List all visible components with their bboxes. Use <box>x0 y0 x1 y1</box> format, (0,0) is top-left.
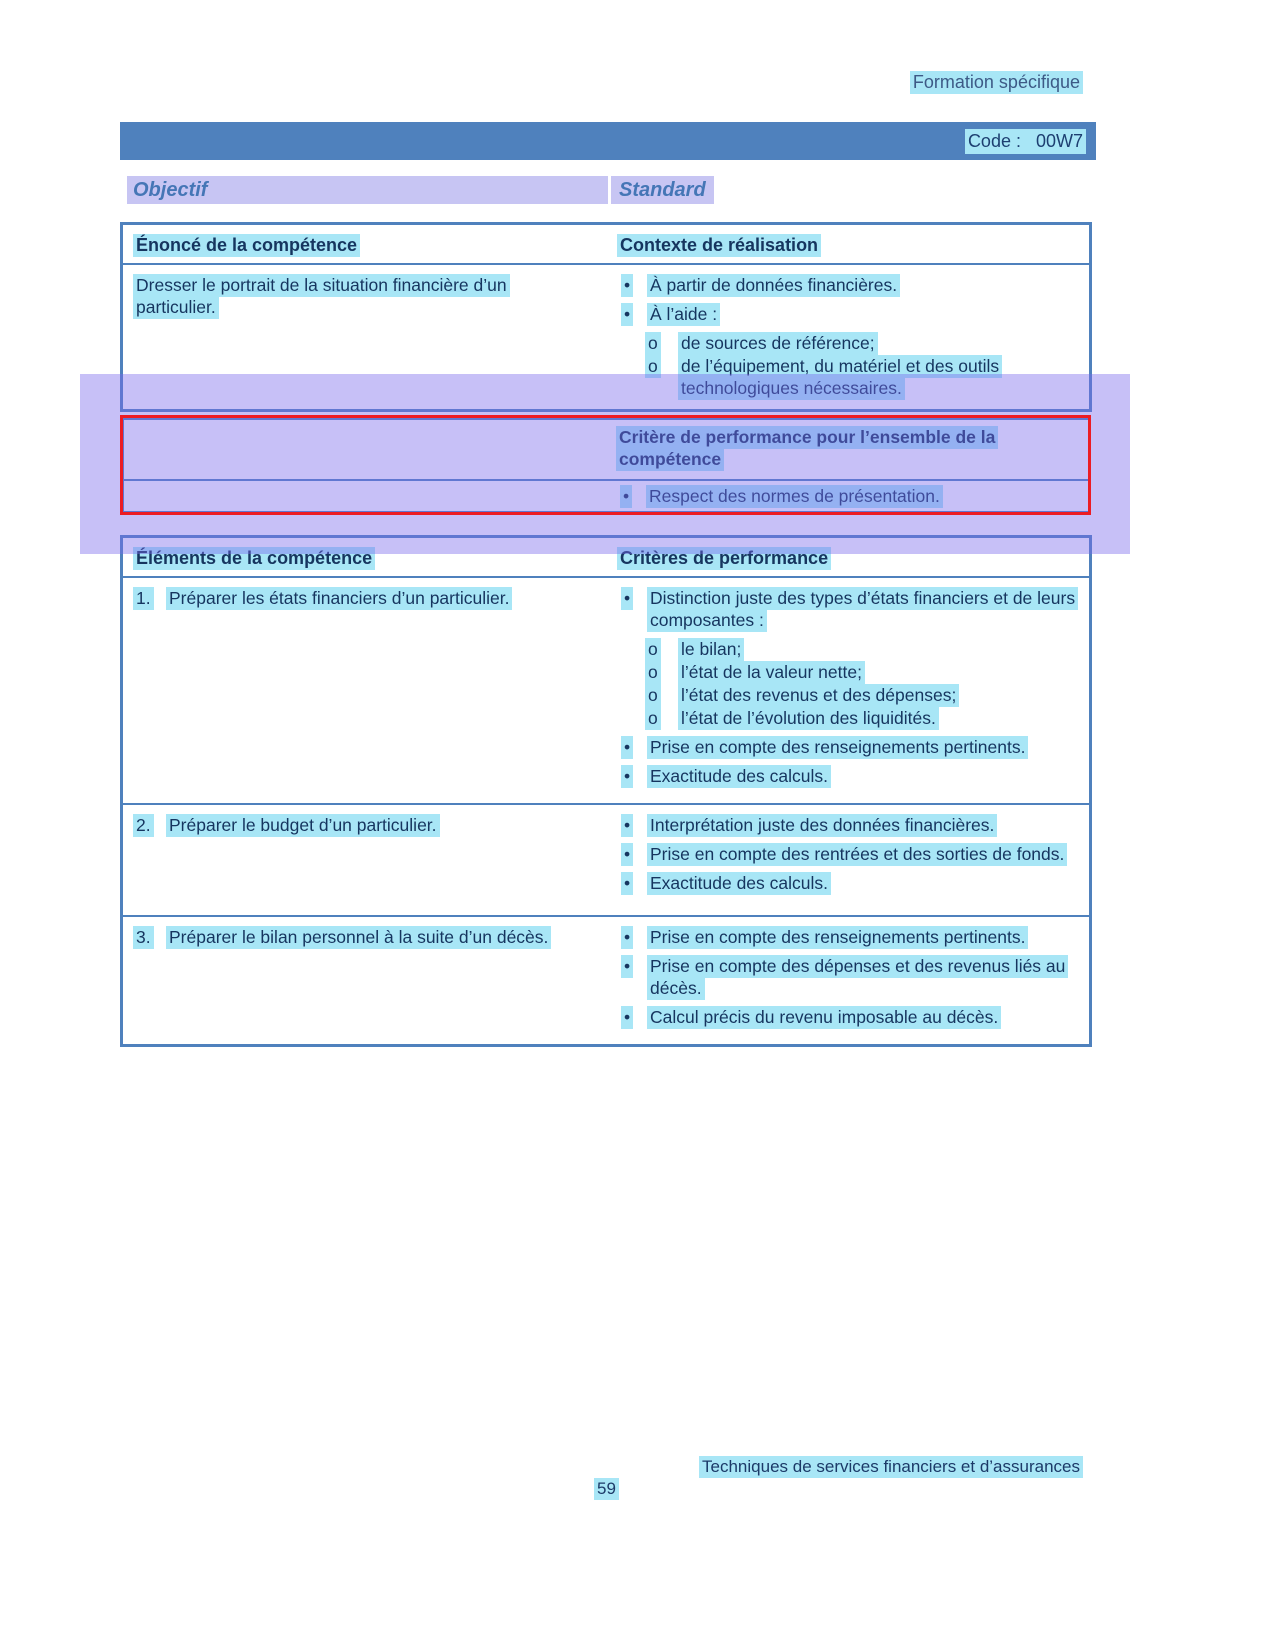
criteria-sub-text-wrap <box>678 707 939 729</box>
bullet-icon: • <box>621 274 647 296</box>
element-entry <box>133 814 597 836</box>
sub-bullet-icon: o <box>645 332 678 354</box>
element-number: 3. <box>133 926 166 948</box>
criteria-sub-text: l’état des revenus et des dépenses; <box>678 684 959 707</box>
code-label: Code : 00W7 <box>965 129 1086 154</box>
criteria-item-text-wrap <box>647 587 1079 631</box>
statement-cell <box>123 265 607 409</box>
enonce-table <box>120 222 1092 412</box>
performance-title-row <box>124 420 1088 481</box>
criteria-item-text: Distinction juste des types d’états financiers et de leurs composantes : <box>647 587 1078 632</box>
criteria-item-text: Exactitude des calculs. <box>647 872 831 895</box>
sub-bullet-icon: o <box>645 684 678 706</box>
criteria-item-text: Prise en compte des renseignements pertinents. <box>647 736 1028 759</box>
performance-title-text: Critère de performance pour l’ensemble de la compétence <box>616 426 998 471</box>
footer-program-text: Techniques de services financiers et d’assurances <box>699 1456 1083 1478</box>
performance-title-cell <box>606 420 1088 479</box>
criteria-sub-text-wrap <box>678 684 959 706</box>
standard-heading <box>611 176 714 204</box>
bullet-icon: • <box>621 955 647 977</box>
bullet-icon: • <box>621 765 647 787</box>
document-type-label <box>910 71 1083 93</box>
header-elements-text: Éléments de la compétence <box>133 547 375 570</box>
criteria-item-text: Interprétation juste des données financières. <box>647 814 997 837</box>
sub-bullet-icon: o <box>645 355 678 377</box>
performance-item <box>620 485 1078 507</box>
criteria-item-text-wrap <box>647 814 997 836</box>
element-row-3 <box>123 917 1089 1044</box>
criteria-item <box>621 765 1079 787</box>
sub-bullet-icon: o <box>645 638 678 660</box>
criteria-item <box>621 736 1079 758</box>
criteria-item-text: Calcul précis du revenu imposable au décès. <box>647 1006 1001 1029</box>
criteria-item <box>621 872 1079 894</box>
element-text: Préparer le budget d’un particulier. <box>166 814 440 836</box>
context-sub-item <box>645 355 1079 399</box>
context-item <box>621 303 1079 325</box>
criteria-sub-text: l’état de la valeur nette; <box>678 661 865 684</box>
empty-cell <box>124 420 606 479</box>
header-cell-criteres <box>607 538 1089 576</box>
criteria-sub-text: l’état de l’évolution des liquidités. <box>678 707 939 730</box>
criteria-item-text: Prise en compte des dépenses et des revenus liés au décès. <box>647 955 1068 1000</box>
objectif-label: Objectif <box>133 179 208 201</box>
performance-item-text: Respect des normes de présentation. <box>646 485 943 508</box>
code-bar <box>120 122 1096 160</box>
element-row-1 <box>123 578 1089 805</box>
bullet-icon: • <box>620 485 646 507</box>
criteria-item-text-wrap <box>647 843 1067 865</box>
criteria-item-text-wrap <box>647 872 831 894</box>
context-item <box>621 274 1079 296</box>
element-cell <box>123 805 607 915</box>
criteria-item <box>621 587 1079 631</box>
statement-wrap <box>133 274 565 318</box>
performance-bullet-row <box>124 481 1088 511</box>
criteria-item-text-wrap <box>647 926 1028 948</box>
context-sub-item <box>645 332 1079 354</box>
criteria-item <box>621 843 1079 865</box>
performance-item-text-wrap <box>646 485 943 507</box>
criteria-item-text: Prise en compte des renseignements pertinents. <box>647 926 1028 949</box>
criteria-sub-item <box>645 707 1079 729</box>
element-text: Préparer les états financiers d’un particulier. <box>166 587 512 609</box>
criteria-cell <box>607 578 1089 803</box>
sub-bullet-icon: o <box>645 707 678 729</box>
enonce-content-row <box>123 265 1089 409</box>
criteria-item <box>621 814 1079 836</box>
sub-bullet-icon: o <box>645 661 678 683</box>
header-cell-contexte <box>607 225 1089 263</box>
context-item-text: À partir de données financières. <box>647 274 900 297</box>
criteria-cell <box>607 917 1089 1044</box>
header-contexte-text: Contexte de réalisation <box>617 234 821 257</box>
objectif-heading <box>127 176 608 204</box>
element-entry <box>133 587 597 609</box>
empty-cell <box>124 481 606 511</box>
bullet-icon: • <box>621 814 647 836</box>
criteria-item-text-wrap <box>647 765 831 787</box>
header-criteres-text: Critères de performance <box>617 547 831 570</box>
bullet-icon: • <box>621 843 647 865</box>
context-item-text-wrap <box>647 303 720 325</box>
element-cell <box>123 578 607 803</box>
bullet-icon: • <box>621 926 647 948</box>
page-number: 59 <box>594 1478 619 1500</box>
criteria-sub-text: le bilan; <box>678 638 744 661</box>
bullet-icon: • <box>621 736 647 758</box>
elements-table <box>120 535 1092 1047</box>
document-type-text: Formation spécifique <box>910 71 1083 94</box>
bullet-icon: • <box>621 1006 647 1028</box>
header-enonce-text: Énoncé de la compétence <box>133 234 360 257</box>
criteria-sub-item <box>645 661 1079 683</box>
context-cell <box>607 265 1089 409</box>
performance-table <box>122 418 1090 513</box>
bullet-icon: • <box>621 587 647 609</box>
element-number: 2. <box>133 814 166 836</box>
context-sub-text: de sources de référence; <box>678 332 878 355</box>
performance-title-wrap <box>616 426 1008 470</box>
element-cell <box>123 917 607 1044</box>
header-cell-enonce <box>123 225 607 263</box>
criteria-sub-text-wrap <box>678 661 865 683</box>
element-row-2 <box>123 805 1089 917</box>
bullet-icon: • <box>621 872 647 894</box>
criteria-sub-text-wrap <box>678 638 744 660</box>
element-text: Préparer le bilan personnel à la suite d’un décès. <box>166 926 551 948</box>
bullet-icon: • <box>621 303 647 325</box>
context-item-text-wrap <box>647 274 900 296</box>
enonce-table-header-row <box>123 225 1089 265</box>
context-sub-text: de l’équipement, du matériel et des outils technologiques nécessaires. <box>678 355 1002 400</box>
criteria-item-text: Exactitude des calculs. <box>647 765 831 788</box>
header-cell-elements <box>123 538 607 576</box>
context-sub-text-wrap <box>678 332 878 354</box>
element-entry <box>133 926 597 948</box>
elements-table-header-row <box>123 538 1089 578</box>
standard-label: Standard <box>619 179 706 201</box>
criteria-sub-item <box>645 638 1079 660</box>
criteria-item-text-wrap <box>647 955 1067 999</box>
context-sub-text-wrap <box>678 355 1040 399</box>
criteria-item-text-wrap <box>647 1006 1001 1028</box>
criteria-sub-item <box>645 684 1079 706</box>
criteria-item <box>621 1006 1079 1028</box>
criteria-item-text-wrap <box>647 736 1028 758</box>
context-item-text: À l’aide : <box>647 303 720 326</box>
footer-program-title <box>699 1456 1083 1478</box>
criteria-cell <box>607 805 1089 915</box>
performance-bullet-cell <box>606 481 1088 511</box>
statement-text: Dresser le portrait de la situation financière d’un particulier. <box>133 274 510 319</box>
criteria-item-text: Prise en compte des rentrées et des sorties de fonds. <box>647 843 1067 866</box>
element-number: 1. <box>133 587 166 609</box>
criteria-item <box>621 926 1079 948</box>
criteria-item <box>621 955 1079 999</box>
